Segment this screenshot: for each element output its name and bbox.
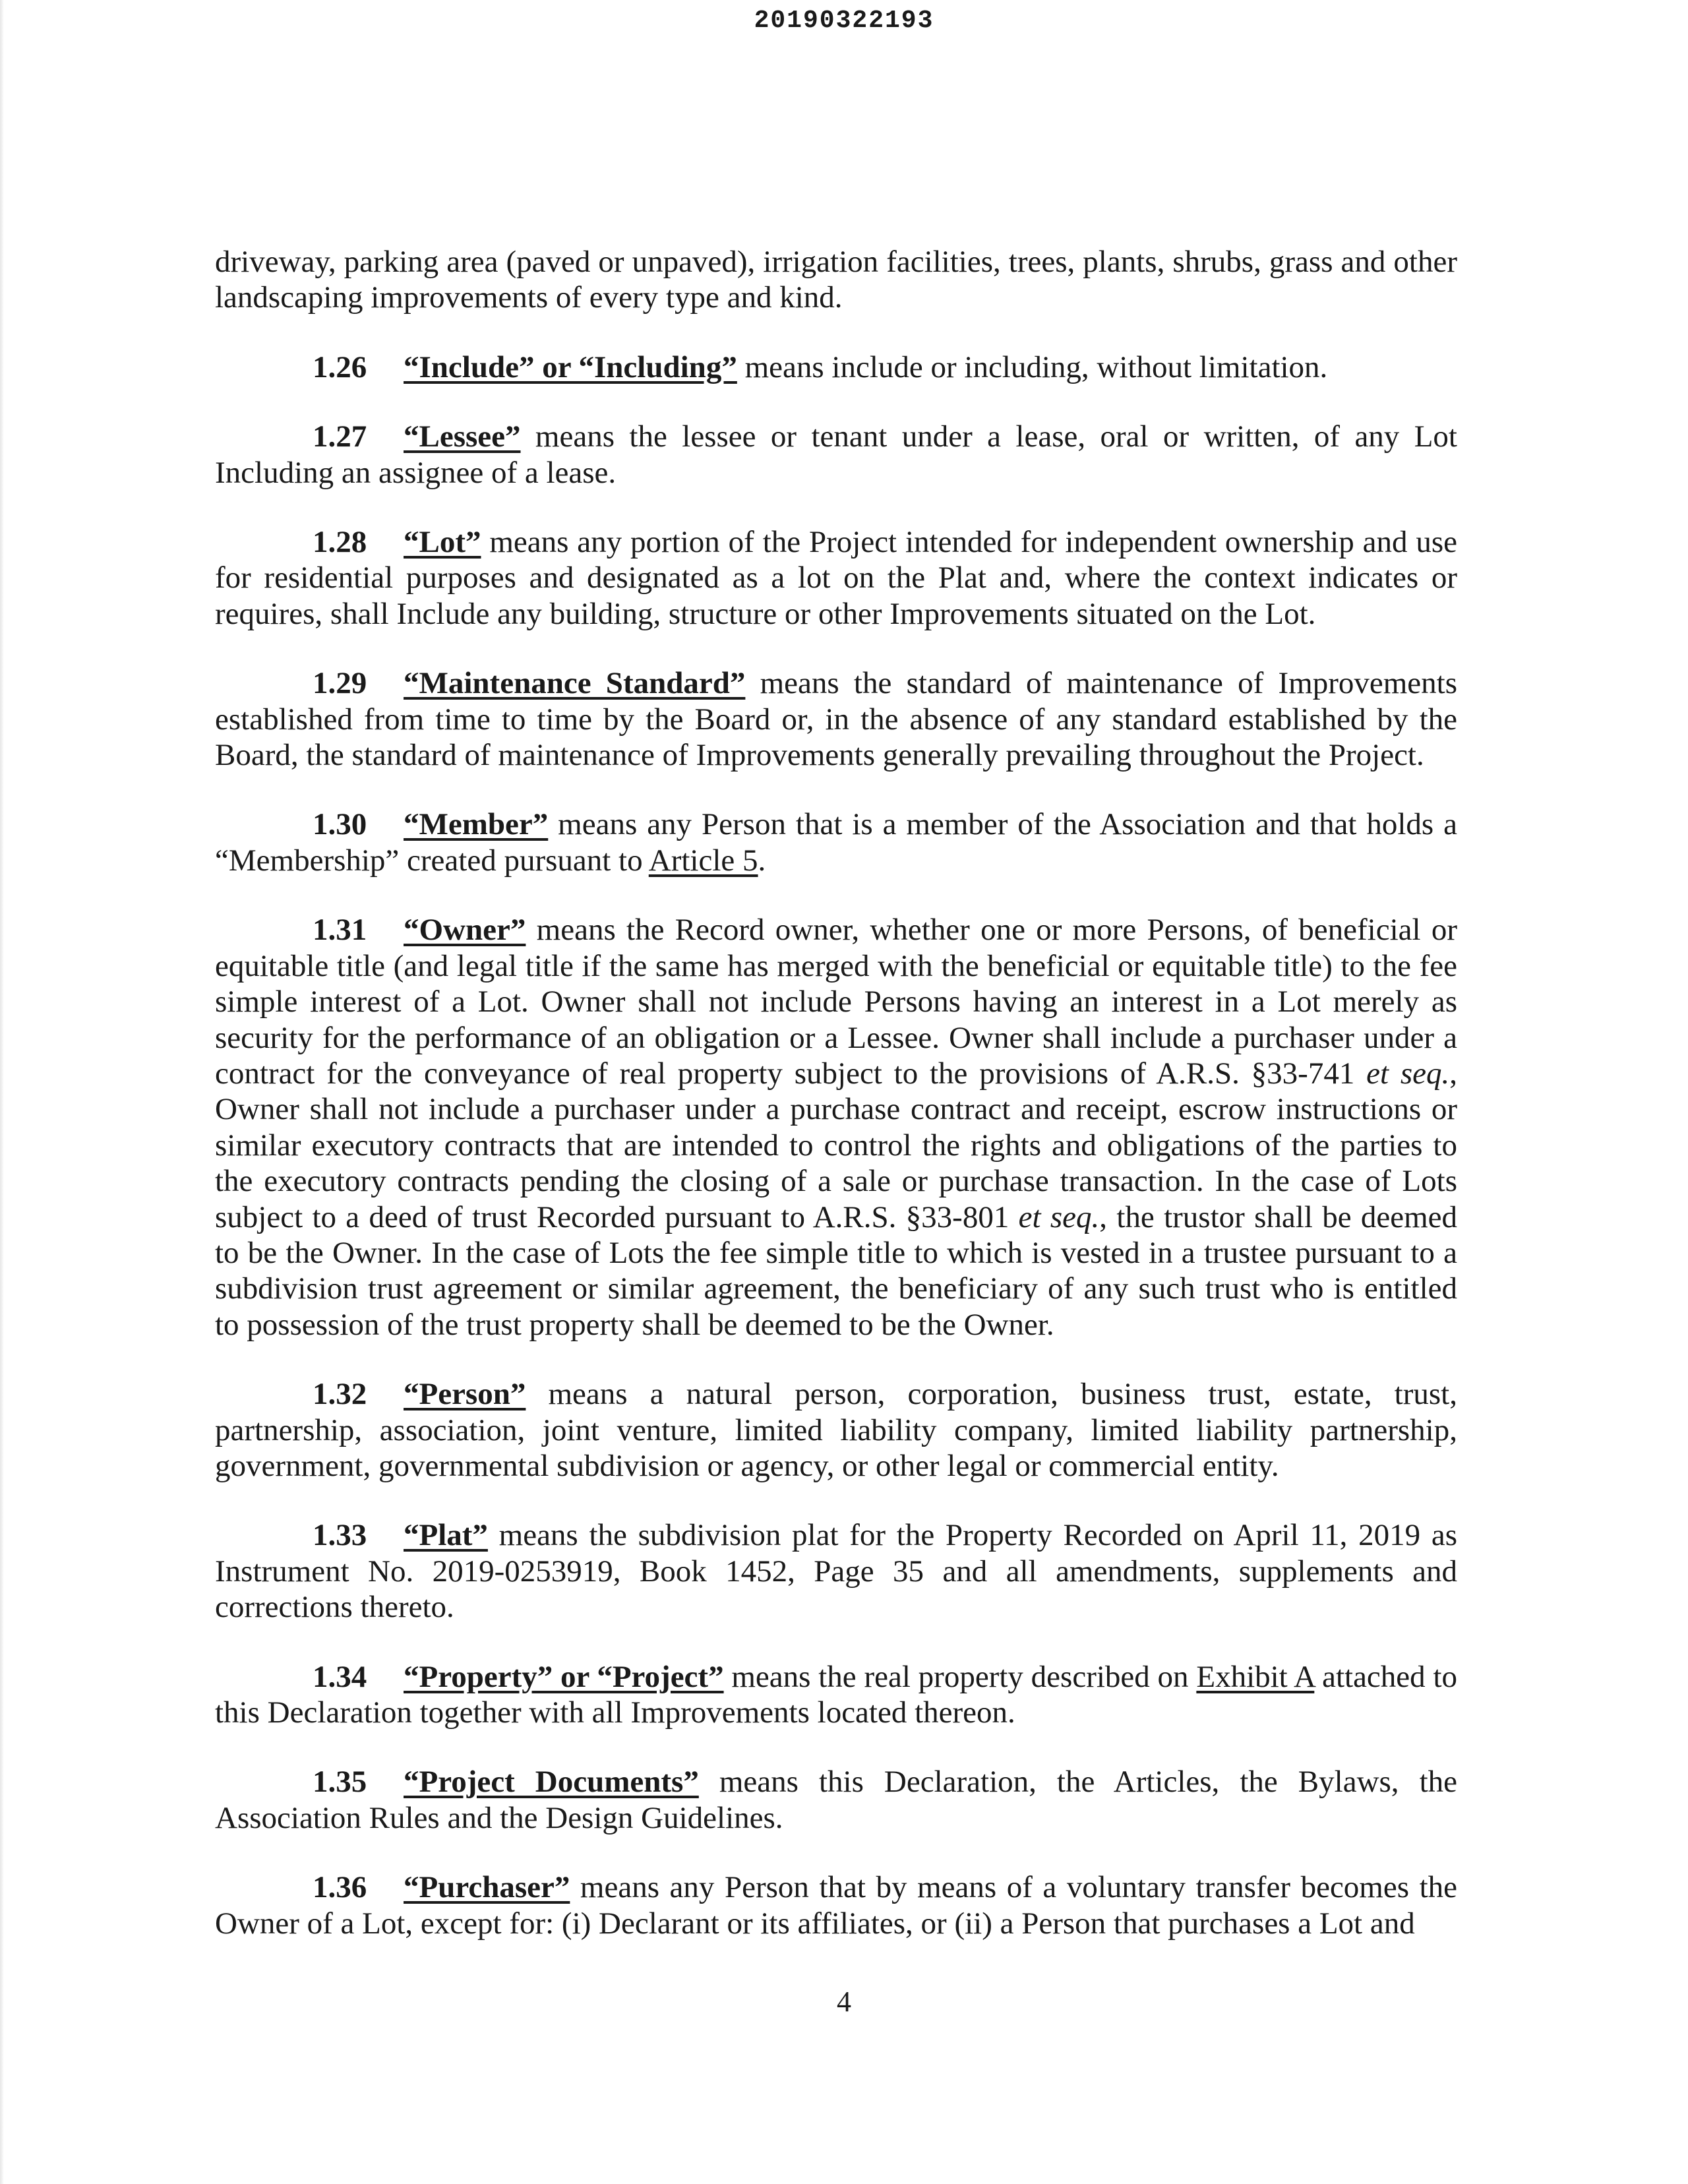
recording-number: 20190322193 [754, 7, 934, 35]
definition-1-31 [215, 912, 1457, 1343]
section-number: 1.31 [313, 913, 367, 948]
definition-text: means any Person that by means of a voluntary transfer becomes the Owner of a Lot, except for: (i) Declarant or its affiliates, or (ii) a Person that purchases a Lot and [215, 1870, 1457, 1941]
section-number: 1.30 [313, 807, 367, 842]
defined-term: “Lot” [404, 525, 481, 560]
section-number: 1.32 [313, 1377, 367, 1412]
italic-et-seq: et seq. [1366, 1056, 1450, 1091]
section-number: 1.29 [313, 666, 367, 701]
section-number: 1.27 [313, 419, 367, 454]
continuation-paragraph: driveway, parking area (paved or unpaved), irrigation facilities, trees, plants, shrubs, grass and other landscaping improvements of every type and kind. [215, 245, 1457, 315]
definition-1-36 [215, 1869, 1457, 1941]
definition-text-end: attached to this Declaration together with all Improvements located thereon. [215, 1659, 1457, 1730]
definition-1-35 [215, 1764, 1457, 1836]
defined-term: “Property” or “Project” [404, 1659, 724, 1694]
definition-text-end: , the trustor shall be deemed to be the Owner. In the case of Lots the fee simple title to which is vested in a trustee pursuant to a subdivision trust agreement or similar agreement, the beneficiary of any such trust who is entitled to possession of the trust property shall be deemed to be the Owner. [215, 1199, 1458, 1342]
scan-edge-shadow [0, 0, 4, 2184]
defined-term: “Purchaser” [404, 1870, 570, 1905]
article-reference: Article 5 [648, 843, 758, 878]
definition-text: means any portion of the Project intended for independent ownership and use for residential purposes and designated as a lot on the Plat and, where the context indicates or requires, shall Include any building, structure or other Improvements situated on the Lot. [215, 525, 1457, 631]
section-number: 1.35 [313, 1765, 367, 1800]
definition-text: means a natural person, corporation, business trust, estate, trust, partnership, association, joint venture, limited liability company, limited liability partnership, government, governmental subdivision or agency, or other legal or commercial entity. [215, 1377, 1457, 1483]
definition-1-28 [215, 524, 1457, 632]
definition-1-27 [215, 419, 1457, 491]
definition-text: means the subdivision plat for the Property Recorded on April 11, 2019 as Instrument No. 2019-0253919, Book 1452, Page 35 and all amendments, supplements and corrections thereto. [215, 1518, 1457, 1625]
definition-1-26 [215, 349, 1457, 385]
definition-1-30 [215, 806, 1457, 878]
definition-text: means any Person that is a member of the Association and that holds a “Membership” created pursuant to [215, 807, 1457, 878]
defined-term: “Project Documents” [404, 1765, 699, 1800]
definition-text-end: . [758, 843, 766, 878]
definition-text: means the lessee or tenant under a lease, oral or written, of any Lot Including an assignee of a lease. [215, 419, 1457, 490]
definition-text: means the standard of maintenance of Improvements established from time to time by the Board or, in the absence of any standard established by the Board, the standard of maintenance of Improvements generally prevailing throughout the Project. [215, 666, 1457, 773]
section-number: 1.36 [313, 1870, 367, 1905]
document-body [215, 244, 1457, 1975]
section-number: 1.26 [313, 349, 367, 384]
defined-term: “Member” [404, 807, 549, 842]
exhibit-reference: Exhibit A [1196, 1659, 1315, 1694]
defined-term: “Include” or “Including” [404, 349, 737, 384]
definition-text-continued: , Owner shall not include a purchaser under a purchase contract and receipt, escrow instructions or similar executory contracts that are intended to control the rights and obligations of the parties to the executory contracts pending the closing of a sale or purchase transaction. In the case of Lots subject to a deed of trust Recorded pursuant to A.R.S. §33-801 [215, 1056, 1457, 1234]
section-number: 1.28 [313, 525, 367, 560]
definition-1-34 [215, 1659, 1457, 1731]
defined-term: “Lessee” [404, 419, 521, 454]
definition-1-29 [215, 665, 1457, 773]
defined-term: “Person” [404, 1377, 526, 1412]
italic-et-seq: et seq. [1018, 1199, 1100, 1234]
definition-1-32 [215, 1376, 1457, 1484]
defined-term: “Owner” [404, 913, 526, 948]
section-number: 1.33 [313, 1518, 367, 1553]
page-number: 4 [837, 1986, 851, 2018]
definition-text: means the Record owner, whether one or more Persons, of beneficial or equitable title (and legal title if the same has merged with the beneficial or equitable title) to the fee simple interest of a Lot. Owner shall not include Persons having an interest in a Lot merely as security for the performance of an obligation or a Lessee. Owner shall include a purchaser under a contract for the conveyance of real property subject to the provisions of A.R.S. §33-741 [215, 913, 1457, 1091]
definition-1-33 [215, 1517, 1457, 1625]
defined-term: “Plat” [404, 1518, 488, 1553]
definition-text: means include or including, without limitation. [737, 349, 1328, 384]
definition-text: means this Declaration, the Articles, the Bylaws, the Association Rules and the Design Guidelines. [215, 1765, 1458, 1835]
defined-term: “Maintenance Standard” [404, 666, 746, 701]
definition-text: means the real property described on [723, 1659, 1197, 1694]
section-number: 1.34 [313, 1659, 367, 1694]
